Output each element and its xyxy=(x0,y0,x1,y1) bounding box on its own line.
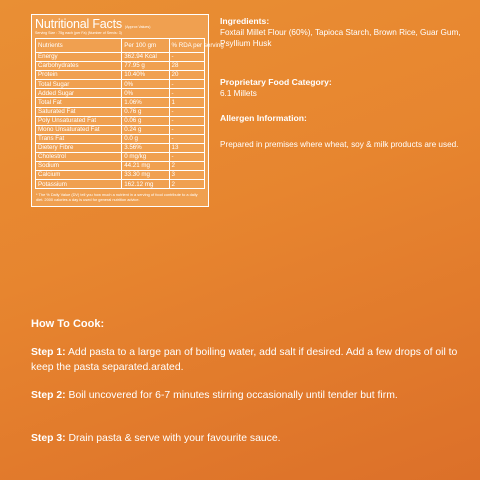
table-row xyxy=(36,53,205,62)
nutrient-per-100g: 362.94 Kcal xyxy=(122,53,169,62)
nutrient-name: Poly Unsaturated Fat xyxy=(36,116,122,125)
nutrient-rda: - xyxy=(169,153,205,162)
food-category-text: 6.1 Millets xyxy=(220,89,257,98)
nutrient-rda: 3 xyxy=(169,171,205,180)
nutrient-per-100g: 1.06% xyxy=(122,98,169,107)
nutrient-per-100g: 33.30 mg xyxy=(122,171,169,180)
nutrient-per-100g: 162.12 mg xyxy=(122,180,169,189)
nutrient-rda: - xyxy=(169,116,205,125)
nutrition-table xyxy=(35,38,224,189)
allergen-section xyxy=(220,113,465,124)
table-row xyxy=(36,98,205,107)
step-1-label: Step 1: xyxy=(31,347,66,358)
step-2-text: Boil uncovered for 6-7 minutes stirring occasionally until tender but firm. xyxy=(68,390,398,401)
table-row xyxy=(36,80,205,89)
table-row xyxy=(36,125,205,134)
nutrient-per-100g: 44.21 mg xyxy=(122,162,169,171)
nutrient-name: Energy xyxy=(36,53,122,62)
table-row xyxy=(36,134,205,143)
nutrient-name: Carbohydrates xyxy=(36,62,122,71)
nutrient-rda: - xyxy=(169,125,205,134)
food-category-heading: Proprietary Food Category: xyxy=(220,77,332,87)
nutrient-rda: 13 xyxy=(169,143,205,152)
nutrition-facts-panel xyxy=(31,14,224,207)
table-header-row xyxy=(36,39,205,53)
header-per-100g: Per 100 gm xyxy=(122,39,169,53)
ingredients-section xyxy=(220,16,465,49)
nutrient-rda: - xyxy=(169,53,205,62)
nutrition-header xyxy=(35,17,205,31)
nutrient-name: Total Sugar xyxy=(36,80,122,89)
nutrient-rda: 2 xyxy=(169,180,205,189)
nutrient-per-100g: 0% xyxy=(122,89,169,98)
nutrient-per-100g: 0.0 g xyxy=(122,134,169,143)
table-row xyxy=(36,180,205,189)
nutrient-per-100g: 0 mg/kg xyxy=(122,153,169,162)
nutrient-name: Total Fat xyxy=(36,98,122,107)
nutrient-rda: 1 xyxy=(169,98,205,107)
nutrient-rda: 2 xyxy=(169,162,205,171)
table-row xyxy=(36,107,205,116)
ingredients-heading: Ingredients: xyxy=(220,16,270,26)
table-row xyxy=(36,62,205,71)
nutrient-per-100g: 0% xyxy=(122,80,169,89)
table-row xyxy=(36,153,205,162)
table-row xyxy=(36,171,205,180)
table-row xyxy=(36,116,205,125)
nutrient-per-100g: 0.24 g xyxy=(122,125,169,134)
nutrition-footnote: * The % Daily Value (DV) tell you how much a nutrient in a serving of food contribute to a daily diet. 2000 calories a day is used for general nutrition advice. xyxy=(36,192,198,203)
nutrient-name: Dietery Fibre xyxy=(36,143,122,152)
nutrient-rda: - xyxy=(169,89,205,98)
food-category-section xyxy=(220,77,465,99)
table-row xyxy=(36,89,205,98)
serving-size: Serving Size : 75g each (per Fa) (Number of Servis: 3) xyxy=(35,31,122,35)
nutrition-table-body xyxy=(36,53,205,189)
nutrient-rda: - xyxy=(169,80,205,89)
nutrient-name: Trans Fat xyxy=(36,134,122,143)
nutrient-name: Mono Unsaturated Fat xyxy=(36,125,122,134)
nutrition-unit-note: (Approx Values) xyxy=(124,25,151,29)
cook-step-1 xyxy=(31,346,461,375)
how-to-cook-heading: How To Cook: xyxy=(31,318,105,330)
nutrient-per-100g: 0.06 g xyxy=(122,116,169,125)
step-3-text: Drain pasta & serve with your favourite sauce. xyxy=(68,433,281,444)
nutrient-name: Cholestrol xyxy=(36,153,122,162)
nutrient-per-100g: 3.56% xyxy=(122,143,169,152)
header-rda: % RDA per serving xyxy=(169,39,205,53)
step-2-label: Step 2: xyxy=(31,390,66,401)
cook-step-3 xyxy=(31,432,461,447)
cook-step-2 xyxy=(31,389,461,404)
nutrient-rda: - xyxy=(169,107,205,116)
allergen-text: Prepared in premises where wheat, soy & milk products are used. xyxy=(220,140,459,149)
nutrient-name: Protein xyxy=(36,71,122,80)
nutrient-per-100g: 77.95 g xyxy=(122,62,169,71)
nutrient-name: Potassium xyxy=(36,180,122,189)
nutrition-title: Nutritional Facts xyxy=(35,17,122,31)
step-1-text: Add pasta to a large pan of boiling water, add salt if desired. Add a few drops of oil to keep the pasta separated.arated. xyxy=(31,347,458,373)
table-row xyxy=(36,71,205,80)
nutrient-per-100g: 0.76 g xyxy=(122,107,169,116)
nutrient-rda: - xyxy=(169,134,205,143)
nutrient-rda: 20 xyxy=(169,71,205,80)
header-nutrients: Nutrients xyxy=(36,39,122,53)
allergen-heading: Allergen Information: xyxy=(220,113,307,123)
table-row xyxy=(36,162,205,171)
nutrient-name: Added Sugar xyxy=(36,89,122,98)
nutrient-rda: 28 xyxy=(169,62,205,71)
nutrient-name: Sodium xyxy=(36,162,122,171)
ingredients-text: Foxtail Millet Flour (60%), Tapioca Starch, Brown Rice, Guar Gum, Psyllium Husk xyxy=(220,28,461,49)
table-row xyxy=(36,143,205,152)
nutrient-name: Calcium xyxy=(36,171,122,180)
nutrient-name: Saturated Fat xyxy=(36,107,122,116)
nutrient-per-100g: 10.40% xyxy=(122,71,169,80)
step-3-label: Step 3: xyxy=(31,433,66,444)
